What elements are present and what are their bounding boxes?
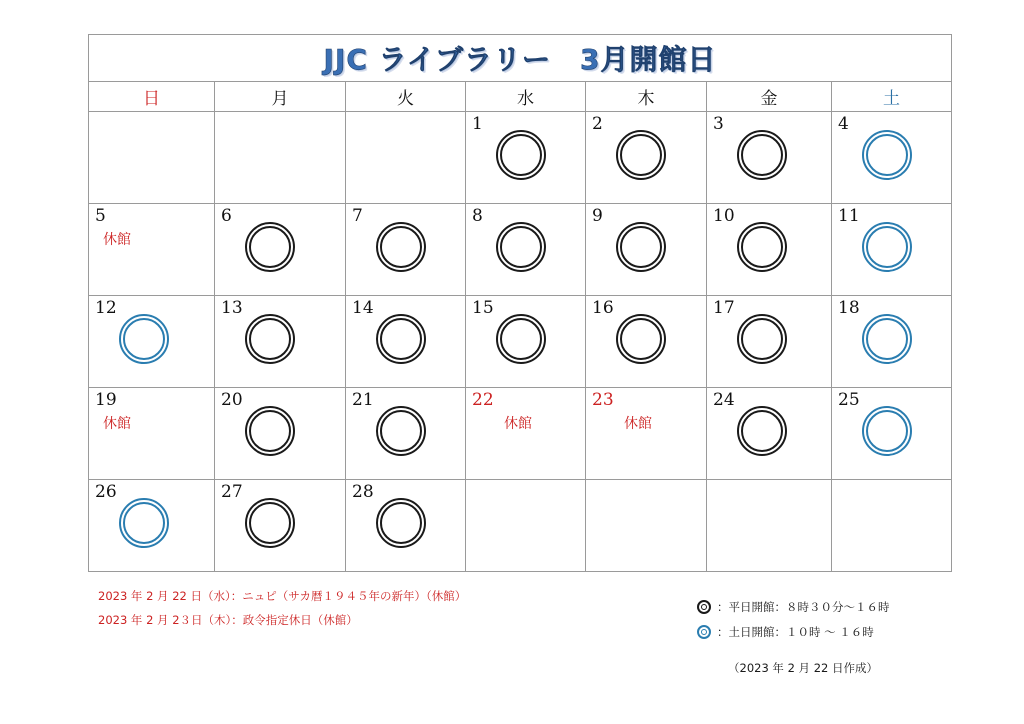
calendar-day-cell [466, 112, 586, 204]
weekday-header-thu: 木 [586, 82, 707, 112]
day-number: 10 [713, 206, 735, 226]
calendar-week-row [89, 204, 952, 296]
holiday-note-1: 2023 年 2 月 22 日（水）：ニュピ（サカ暦１９４５年の新年）（休館） [98, 589, 467, 603]
weekday-open-circle-icon [245, 406, 295, 456]
calendar-week-row [89, 480, 952, 572]
calendar-day-cell [89, 204, 215, 296]
calendar-empty-cell [89, 112, 215, 204]
calendar-day-cell [346, 480, 466, 572]
closed-label: 休館 [103, 416, 131, 432]
weekday-open-circle-icon [376, 314, 426, 364]
day-number: 25 [838, 390, 860, 410]
calendar-week-row [89, 388, 952, 480]
calendar-day-cell [346, 296, 466, 388]
calendar-title-bar [88, 34, 952, 82]
day-number: 16 [592, 298, 614, 318]
calendar-day-cell [586, 204, 707, 296]
calendar-day-cell [707, 296, 832, 388]
day-number: 24 [713, 390, 735, 410]
day-number: 8 [472, 206, 483, 226]
calendar-day-cell [346, 388, 466, 480]
day-number: 3 [713, 114, 724, 134]
weekday-header-fri: 金 [707, 82, 832, 112]
weekend-open-circle-icon [862, 222, 912, 272]
day-number: 11 [838, 206, 860, 226]
calendar-day-cell [586, 388, 707, 480]
calendar-day-cell [832, 296, 952, 388]
weekend-open-circle-icon [862, 314, 912, 364]
closed-label: 休館 [504, 416, 532, 432]
day-number: 20 [221, 390, 243, 410]
calendar-day-cell [466, 296, 586, 388]
created-date: （2023 年 2 月 22 日作成） [728, 661, 878, 675]
day-number: 17 [713, 298, 735, 318]
weekday-header-tue: 火 [346, 82, 466, 112]
calendar-day-cell [466, 204, 586, 296]
day-number: 4 [838, 114, 849, 134]
weekday-open-circle-icon [737, 406, 787, 456]
day-number: 2 [592, 114, 603, 134]
calendar-day-cell [707, 204, 832, 296]
calendar-grid [88, 81, 952, 572]
day-number: 7 [352, 206, 363, 226]
weekday-open-circle-icon [737, 222, 787, 272]
legend-weekday [697, 599, 890, 615]
legend-weekend [697, 624, 874, 640]
weekday-open-circle-icon [496, 314, 546, 364]
calendar-day-cell [832, 112, 952, 204]
weekend-double-circle-icon [697, 625, 711, 639]
weekday-open-circle-icon [376, 222, 426, 272]
weekend-open-circle-icon [862, 130, 912, 180]
closed-label: 休館 [103, 232, 131, 248]
weekend-open-circle-icon [119, 498, 169, 548]
weekday-header-sun: 日 [89, 82, 215, 112]
day-number: 1 [472, 114, 483, 134]
calendar-day-cell [215, 388, 346, 480]
weekday-header-wed: 水 [466, 82, 586, 112]
calendar-day-cell [89, 480, 215, 572]
weekday-open-circle-icon [616, 130, 666, 180]
weekday-header-row [89, 82, 952, 112]
day-number: 27 [221, 482, 243, 502]
calendar-empty-cell [466, 480, 586, 572]
weekend-open-circle-icon [862, 406, 912, 456]
weekday-open-circle-icon [737, 130, 787, 180]
calendar-day-cell [707, 112, 832, 204]
weekday-header-mon: 月 [215, 82, 346, 112]
weekday-open-circle-icon [496, 130, 546, 180]
calendar-empty-cell [832, 480, 952, 572]
calendar-week-row [89, 296, 952, 388]
weekday-double-circle-icon [697, 600, 711, 614]
day-number: 23 [592, 390, 614, 410]
calendar-day-cell [346, 204, 466, 296]
calendar-empty-cell [586, 480, 707, 572]
calendar-empty-cell [346, 112, 466, 204]
day-number: 15 [472, 298, 494, 318]
calendar-empty-cell [707, 480, 832, 572]
calendar-empty-cell [215, 112, 346, 204]
weekday-open-circle-icon [245, 498, 295, 548]
weekday-open-circle-icon [245, 222, 295, 272]
calendar-day-cell [215, 296, 346, 388]
day-number: 26 [95, 482, 117, 502]
calendar-day-cell [215, 480, 346, 572]
calendar-title: JJC ライブラリー 3月開館日 [323, 43, 717, 76]
day-number: 5 [95, 206, 106, 226]
calendar-day-cell [466, 388, 586, 480]
weekday-open-circle-icon [496, 222, 546, 272]
weekday-open-circle-icon [737, 314, 787, 364]
day-number: 13 [221, 298, 243, 318]
day-number: 22 [472, 390, 494, 410]
weekday-open-circle-icon [376, 498, 426, 548]
weekend-open-circle-icon [119, 314, 169, 364]
weekday-open-circle-icon [616, 222, 666, 272]
calendar-day-cell [707, 388, 832, 480]
calendar-day-cell [832, 204, 952, 296]
calendar-day-cell [832, 388, 952, 480]
day-number: 18 [838, 298, 860, 318]
weekday-open-circle-icon [376, 406, 426, 456]
holiday-note-2: 2023 年 2 月 2３日（木）：政令指定休日（休館） [98, 613, 358, 627]
weekday-open-circle-icon [616, 314, 666, 364]
legend-weekend-text: ：土日開館：１０時 ～ １６時 [717, 625, 874, 639]
day-number: 12 [95, 298, 117, 318]
day-number: 14 [352, 298, 374, 318]
weekday-header-sat: 土 [832, 82, 952, 112]
calendar-week-row [89, 112, 952, 204]
day-number: 28 [352, 482, 374, 502]
weekday-open-circle-icon [245, 314, 295, 364]
calendar-day-cell [89, 296, 215, 388]
calendar-day-cell [215, 204, 346, 296]
calendar-day-cell [586, 112, 707, 204]
closed-label: 休館 [624, 416, 652, 432]
calendar-day-cell [586, 296, 707, 388]
day-number: 9 [592, 206, 603, 226]
day-number: 19 [95, 390, 117, 410]
day-number: 6 [221, 206, 232, 226]
day-number: 21 [352, 390, 374, 410]
calendar-day-cell [89, 388, 215, 480]
legend-weekday-text: ：平日開館：８時３０分～１６時 [717, 600, 890, 614]
